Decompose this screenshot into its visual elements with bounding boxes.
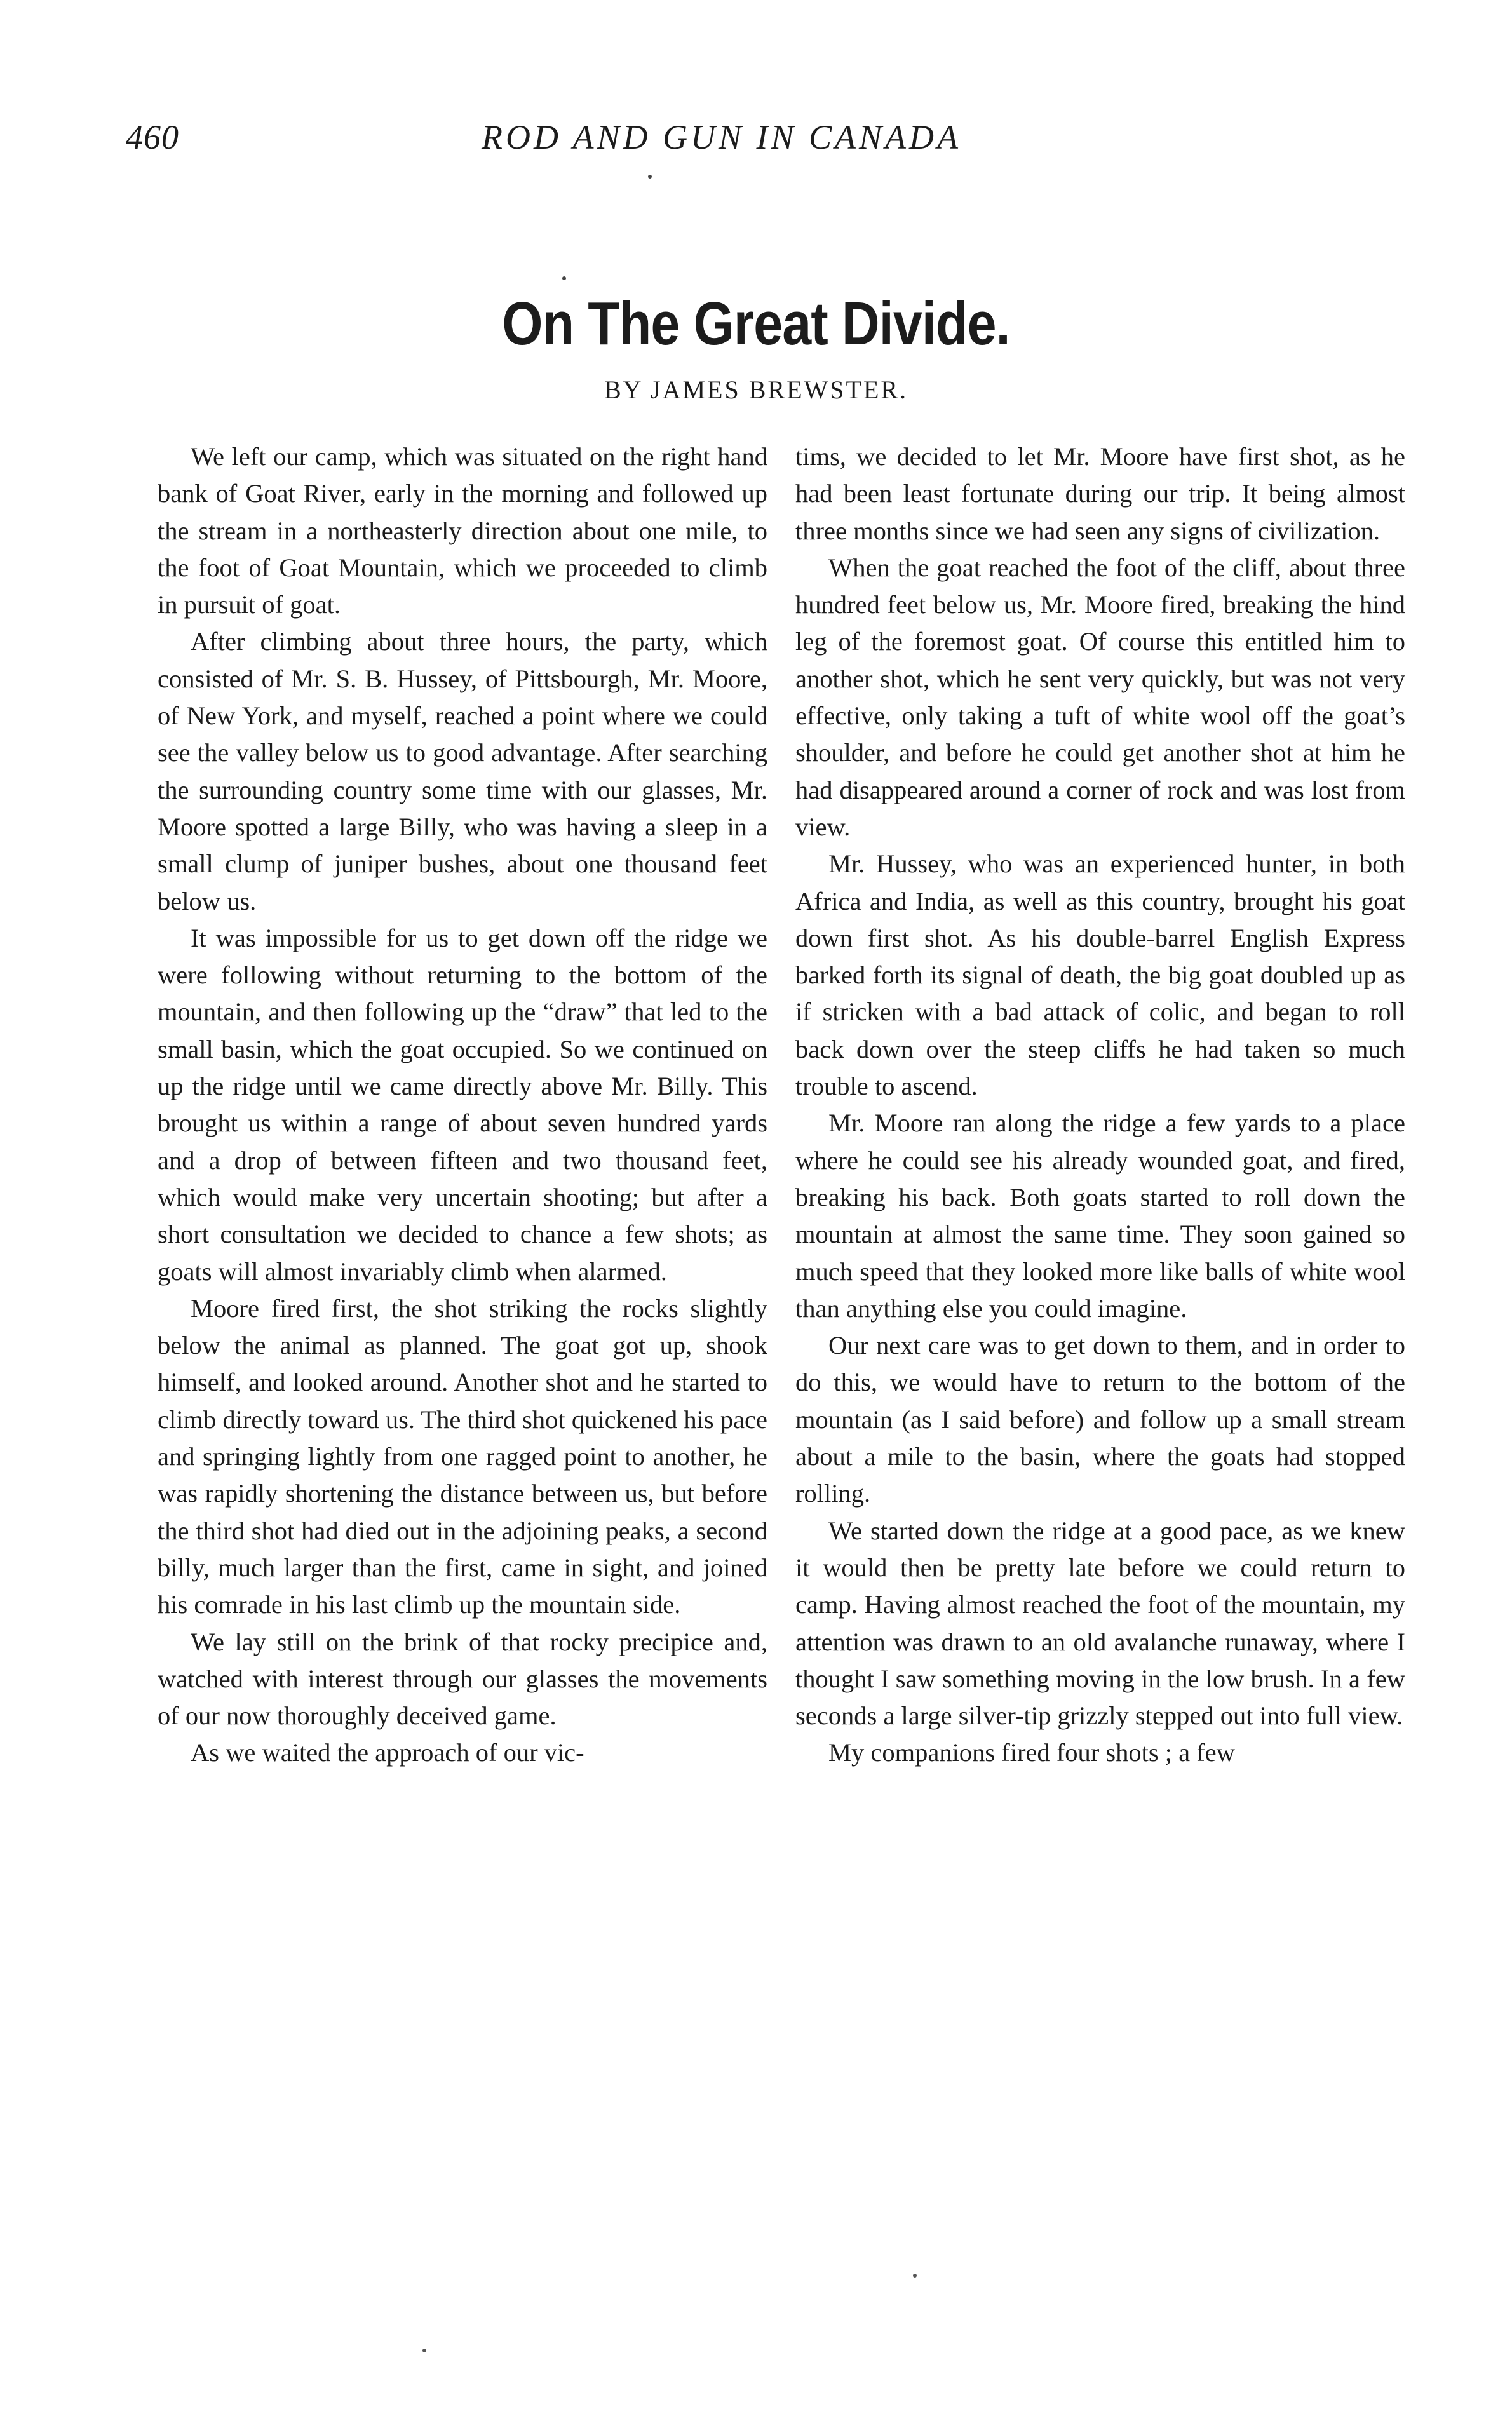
paragraph: After climbing about three hours, the party, which consisted of Mr. S. B. Hussey, of Pittsbourgh, Mr. Moore, of New York, and myself, reached a point where we could see the valley below us to good advantage. After searching the surrounding country some time with our glasses, Mr. Moore spotted a large Billy, who was having a sleep in a small clump of juniper bushes, about one thousand feet below us. (158, 627, 767, 915)
paragraph: My companions fired four shots ; a few (828, 1738, 1235, 1767)
article-byline: BY JAMES BREWSTER. (604, 375, 908, 404)
paragraph: When the goat reached the foot of the cliff, about three hundred feet below us, Mr. Moore fired, breaking the hind leg of the foremost goat. Of course this entitled him to another shot, which he sent very quickly, but was not very effective, only taking a tuft of white wool off the goat’s shoulder, and before he could get another shot at him he had disappeared around a corner of rock and was lost from view. (795, 553, 1405, 841)
right-column (795, 438, 1405, 1772)
left-column (158, 438, 767, 1772)
paragraph: Moore fired first, the shot striking the rocks slightly below the animal as planned. The goat got up, shook himself, and looked around. Another shot and he started to climb directly toward us. The third shot quickened his pace and springing lightly from one ragged point to another, he was rapidly shortening the distance between us, but before the third shot had died out in the adjoining peaks, a second billy, much larger than the first, came in sight, and joined his comrade in his last climb up the mountain side. (158, 1293, 767, 1619)
paragraph: It was impossible for us to get down off the ridge we were following without returning to the bottom of the mountain, and then following up the “draw” that led to the small basin, which the goat occupied. So we continued on up the ridge until we came directly above Mr. Billy. This brought us within a range of about seven hundred yards and a drop of between fifteen and two thousand feet, which would make very uncertain shooting; but after a short consultation we decided to chance a few shots; as goats will almost invariably climb when alarmed. (158, 923, 767, 1286)
paragraph-continuation: tims, we decided to let Mr. Moore have first shot, as he had been least fortunate during our trip. It being almost three months since we had seen any signs of civilization. (795, 442, 1405, 545)
article-title: On The Great Divide. (502, 290, 1010, 358)
paragraph: Our next care was to get down to them, and in order to do this, we would have to return to the bottom of the mountain (as I said before) and follow up a small stream about a mile to the basin, where the goats had stopped rolling. (795, 1331, 1405, 1508)
magazine-title: ROD AND GUN IN CANADA (482, 118, 962, 156)
paragraph: We lay still on the brink of that rocky precipice and, watched with interest through our glasses the movements of our now thoroughly deceived game. (158, 1627, 767, 1731)
paragraph: We left our camp, which was situated on the right hand bank of Goat River, early in the morning and followed up the stream in a northeasterly direction about one mile, to the foot of Goat Mountain, which we proceeded to climb in pursuit of goat. (158, 442, 767, 619)
running-head (126, 118, 1060, 162)
paragraph: Mr. Moore ran along the ridge a few yards to a place where he could see his already wounded goat, and fired, breaking his back. Both goats started to roll down the mountain at almost the same time. They soon gained so much speed that they looked more like balls of white wool than anything else you could imagine. (795, 1109, 1405, 1323)
paragraph: Mr. Hussey, who was an experienced hunter, in both Africa and India, as well as this country, brought his goat down first shot. As his double-barrel English Express barked forth its signal of death, the big goat doubled up as if stricken with a bad attack of colic, and began to roll back down over the steep cliffs he had taken so much trouble to ascend. (795, 849, 1405, 1101)
paragraph: We started down the ridge at a good pace, as we knew it would then be pretty late before we could return to camp. Having almost reached the foot of the mountain, my attention was drawn to an old avalanche runaway, where I thought I saw something moving in the low brush. In a few seconds a large silver-tip grizzly stepped out into full view. (795, 1516, 1405, 1731)
page-number: 460 (126, 118, 179, 156)
paragraph: As we waited the approach of our vic- (191, 1738, 584, 1767)
